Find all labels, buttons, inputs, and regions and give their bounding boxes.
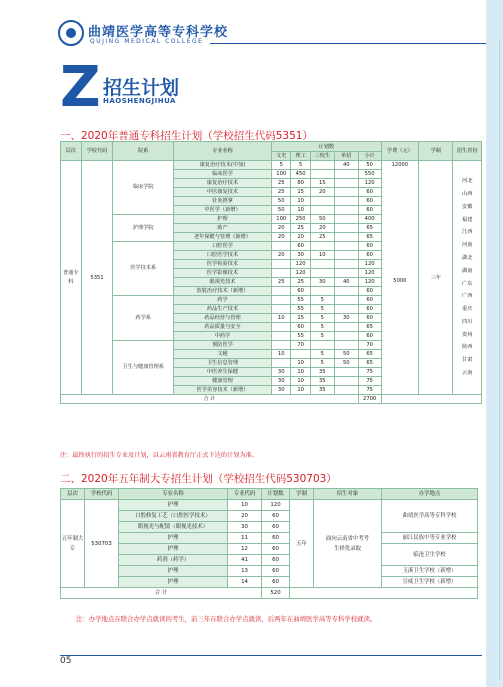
total-cell: 65 — [358, 323, 381, 332]
plan-cell: 120 — [262, 500, 290, 511]
header-dept: 院系 — [113, 142, 173, 161]
total-cell: 65 — [358, 224, 381, 233]
major-cell: 中药学 — [173, 332, 271, 341]
page-subtitle: HAOSHENGJIHUA — [103, 97, 176, 105]
science-cell: 15 — [291, 188, 310, 197]
science-cell: 25 — [291, 224, 310, 233]
liberal-cell: 20 — [272, 224, 291, 233]
three-cell — [310, 287, 334, 296]
major-cell: 文秘 — [173, 350, 271, 359]
header-rule — [210, 43, 486, 44]
page-number: 05 — [60, 656, 72, 666]
science-cell: 10 — [291, 377, 310, 386]
province-item: 贵州 — [462, 331, 473, 338]
section1-note: 注：最终执行的招生专业及计划，以云南省教育厅正式下达的计划为准。 — [60, 452, 258, 459]
science-cell: 10 — [291, 368, 310, 377]
site-cell: 临沧卫生学校 — [382, 544, 478, 566]
province-item: 山西 — [462, 190, 473, 197]
province-item: 湖北 — [462, 254, 473, 261]
single-cell — [334, 170, 358, 179]
total-cell: 60 — [358, 287, 381, 296]
single-cell — [334, 332, 358, 341]
liberal-cell — [272, 305, 291, 314]
major-cell: 护理 — [119, 544, 228, 555]
single-cell — [334, 341, 358, 350]
single-cell: 40 — [334, 278, 358, 287]
single-cell — [334, 251, 358, 260]
plan-cell: 60 — [262, 577, 290, 588]
general-plan-table — [60, 141, 482, 404]
three-cell: 30 — [310, 278, 334, 287]
total-cell: 550 — [358, 170, 381, 179]
major-cell: 眼视光技术 — [173, 278, 271, 287]
three-cell — [310, 161, 334, 170]
school-code-cell: 530703 — [85, 500, 119, 588]
liberal-cell: 30 — [272, 386, 291, 395]
single-cell — [334, 179, 358, 188]
header-target: 招生对象 — [314, 489, 382, 500]
major-cell: 中医康复技术 — [173, 188, 271, 197]
science-cell: 15 — [291, 314, 310, 323]
three-cell — [310, 341, 334, 350]
header-years: 学制 — [290, 489, 314, 500]
three-cell: 50 — [310, 215, 334, 224]
total-cell: 60 — [358, 314, 381, 323]
school-name-en: QUJING MEDICAL COLLEGE — [90, 38, 204, 45]
single-cell — [334, 215, 358, 224]
total-cell: 60 — [358, 197, 381, 206]
years-cell: 五年 — [290, 500, 314, 588]
sum-total: 2700 — [358, 395, 381, 404]
liberal-cell: 100 — [272, 170, 291, 179]
decorative-side-stripe — [486, 0, 503, 687]
single-cell: 50 — [334, 359, 358, 368]
sum-total: 520 — [262, 588, 290, 599]
three-cell: 5 — [310, 359, 334, 368]
total-cell: 50 — [358, 161, 381, 170]
single-cell — [334, 386, 358, 395]
table-row — [61, 533, 478, 544]
major-cell: 老年保健与管理（新增） — [173, 233, 271, 242]
single-cell — [334, 368, 358, 377]
three-cell — [310, 170, 334, 179]
science-cell: 30 — [291, 251, 310, 260]
dept-cell: 医学技术系 — [113, 242, 173, 296]
table-row — [61, 544, 478, 555]
total-cell: 75 — [358, 377, 381, 386]
header-single: 单招 — [334, 152, 358, 161]
total-cell: 60 — [358, 242, 381, 251]
liberal-cell: 25 — [272, 179, 291, 188]
header-three: 三校生 — [310, 152, 334, 161]
single-cell — [334, 296, 358, 305]
science-cell: 55 — [291, 332, 310, 341]
major-cell: 护理 — [119, 577, 228, 588]
header-plan: 计划数 — [272, 142, 382, 152]
three-cell: 5 — [310, 305, 334, 314]
plan-cell: 60 — [262, 555, 290, 566]
liberal-cell: 30 — [272, 377, 291, 386]
plan-cell: 60 — [262, 566, 290, 577]
single-cell: 30 — [334, 314, 358, 323]
plan-cell: 60 — [262, 533, 290, 544]
major-code-cell: 41 — [228, 555, 262, 566]
liberal-cell: 20 — [272, 233, 291, 242]
header-code: 学校代码 — [85, 489, 119, 500]
total-cell: 120 — [358, 278, 381, 287]
decorative-side-line — [499, 40, 500, 680]
liberal-cell — [272, 332, 291, 341]
province-item: 重庆 — [462, 306, 473, 313]
header-plan: 计划数 — [262, 489, 290, 500]
science-cell: 60 — [291, 287, 310, 296]
major-cell: 药品经营与管理 — [173, 314, 271, 323]
three-cell: 20 — [310, 224, 334, 233]
single-cell — [334, 377, 358, 386]
site-cell: 曲靖医学高等专科学校 — [382, 500, 478, 533]
sum-empty — [381, 395, 481, 404]
province-item: 福建 — [462, 216, 473, 223]
school-code-cell: 5351 — [81, 161, 113, 395]
major-code-cell: 20 — [228, 511, 262, 522]
major-code-cell: 11 — [228, 533, 262, 544]
liberal-cell — [272, 323, 291, 332]
total-cell: 60 — [358, 251, 381, 260]
level-cell: 普通专科 — [61, 161, 82, 395]
major-cell: 康复治疗技术 — [173, 179, 271, 188]
science-cell: 10 — [291, 359, 310, 368]
liberal-cell — [272, 359, 291, 368]
liberal-cell: 25 — [272, 278, 291, 287]
page-title: 招生计划 — [103, 77, 180, 99]
three-cell: 35 — [310, 386, 334, 395]
three-cell: 15 — [310, 179, 334, 188]
plan-cell: 60 — [262, 511, 290, 522]
liberal-cell: 10 — [272, 314, 291, 323]
major-cell: 医学影像技术 — [173, 269, 271, 278]
section1-title: 一、2020年普通专科招生计划（学校招生代码5351） — [60, 130, 313, 142]
total-cell: 75 — [358, 368, 381, 377]
section2-note: 注：办学地点在联合办学点就读的考生，前三年在联合办学点就读，后两年在曲靖医学高等专科学校就读。 — [76, 615, 377, 623]
three-cell: 5 — [310, 350, 334, 359]
dept-cell: 药学系 — [113, 296, 173, 341]
total-cell: 120 — [358, 269, 381, 278]
total-cell: 65 — [358, 233, 381, 242]
banner-letter: Z — [60, 55, 101, 120]
single-cell — [334, 323, 358, 332]
header-major: 专业名称 — [119, 489, 228, 500]
site-cell: 宣威卫生学校（新增） — [382, 577, 478, 588]
header-level: 层次 — [61, 489, 85, 500]
liberal-cell: 100 — [272, 215, 291, 224]
major-cell: 医学检验技术 — [173, 260, 271, 269]
liberal-cell: 25 — [272, 188, 291, 197]
major-cell: 药品生产技术 — [173, 305, 271, 314]
sum-row — [61, 395, 482, 404]
science-cell: 70 — [291, 341, 310, 350]
province-item: 江西 — [462, 229, 473, 236]
science-cell: 25 — [291, 278, 310, 287]
major-cell: 临床医学 — [173, 170, 271, 179]
site-cell: 玉溪卫生学校（新增） — [382, 566, 478, 577]
header-fee: 学费（元） — [381, 142, 419, 161]
total-cell: 60 — [358, 206, 381, 215]
footer-rule — [60, 655, 482, 656]
liberal-cell — [272, 242, 291, 251]
major-cell: 口腔修复工艺（口腔医学技术） — [119, 511, 228, 522]
single-cell — [334, 233, 358, 242]
major-cell: 针灸推拿 — [173, 197, 271, 206]
three-cell — [310, 260, 334, 269]
sum-empty — [290, 588, 478, 599]
header-level: 层次 — [61, 142, 82, 161]
science-cell: 80 — [291, 179, 310, 188]
major-cell: 口腔医学技术 — [173, 251, 271, 260]
science-cell: 250 — [291, 215, 310, 224]
three-cell — [310, 197, 334, 206]
header-major-code: 专业代码 — [228, 489, 262, 500]
three-cell: 5 — [310, 296, 334, 305]
single-cell: 50 — [334, 350, 358, 359]
major-cell: 中医养生保健 — [173, 368, 271, 377]
major-cell: 护理 — [119, 500, 228, 511]
header-major: 专业名称 — [173, 142, 271, 161]
major-cell: 助产 — [173, 224, 271, 233]
target-cell: 面向云南省中考考生择优录取 — [314, 500, 382, 588]
major-cell: 护理 — [119, 566, 228, 577]
three-cell: 35 — [310, 377, 334, 386]
three-cell: 10 — [310, 251, 334, 260]
major-code-cell: 10 — [228, 500, 262, 511]
major-cell: 健康管理 — [173, 377, 271, 386]
province-item: 河北 — [462, 178, 473, 185]
major-code-cell: 30 — [228, 522, 262, 533]
major-code-cell: 14 — [228, 577, 262, 588]
science-cell: 55 — [291, 296, 310, 305]
dept-cell: 临床学院 — [113, 161, 173, 215]
single-cell — [334, 206, 358, 215]
header-liberal: 文史 — [272, 152, 291, 161]
liberal-cell: 5 — [272, 161, 291, 170]
three-cell — [310, 206, 334, 215]
table-row — [61, 161, 482, 170]
liberal-cell — [272, 287, 291, 296]
header-code: 学校代码 — [81, 142, 113, 161]
total-cell: 60 — [358, 188, 381, 197]
major-cell: 护理 — [119, 533, 228, 544]
science-cell: 10 — [291, 206, 310, 215]
liberal-cell: 30 — [272, 368, 291, 377]
sum-row — [61, 588, 478, 599]
major-cell: 预防医学 — [173, 341, 271, 350]
total-cell: 70 — [358, 341, 381, 350]
single-cell — [334, 197, 358, 206]
province-item: 广东 — [462, 280, 473, 287]
liberal-cell: 20 — [272, 251, 291, 260]
major-cell: 药品质量与安全 — [173, 323, 271, 332]
dept-cell: 护理学院 — [113, 215, 173, 242]
total-cell: 60 — [358, 305, 381, 314]
total-cell: 120 — [358, 179, 381, 188]
province-item: 甘肃 — [462, 357, 473, 364]
sum-label: 合 计 — [61, 588, 262, 599]
major-cell: 护理 — [173, 215, 271, 224]
science-cell: 60 — [291, 242, 310, 251]
sum-label: 合 计 — [61, 395, 359, 404]
single-cell — [334, 242, 358, 251]
major-cell: 医学美容技术（新增） — [173, 386, 271, 395]
province-item: 湖南 — [462, 267, 473, 274]
science-cell: 20 — [291, 233, 310, 242]
header-total: 小计 — [358, 152, 381, 161]
liberal-cell — [272, 341, 291, 350]
header-provinces: 招生省份 — [453, 142, 482, 161]
fee-cell — [381, 161, 419, 395]
science-cell: 60 — [291, 323, 310, 332]
fee-general: 5000 — [393, 278, 407, 284]
major-cell: 康复治疗技术(中加) — [173, 161, 271, 170]
level-cell: 五年制大专 — [61, 500, 85, 588]
total-cell: 400 — [358, 215, 381, 224]
five-year-plan-table — [60, 488, 478, 599]
three-cell — [310, 242, 334, 251]
single-cell — [334, 269, 358, 278]
section2-title: 二、2020年五年制大专招生计划（学校招生代码530703） — [60, 473, 337, 485]
total-cell: 65 — [358, 359, 381, 368]
province-item: 广西 — [462, 293, 473, 300]
total-cell: 120 — [358, 260, 381, 269]
three-cell: 20 — [310, 188, 334, 197]
three-cell: 5 — [310, 323, 334, 332]
site-cell: 丽江民族中等专业学校 — [382, 533, 478, 544]
three-cell — [310, 269, 334, 278]
province-item: 云南 — [462, 370, 473, 377]
major-cell: 药剂（药学） — [119, 555, 228, 566]
single-cell — [334, 287, 358, 296]
liberal-cell: 50 — [272, 206, 291, 215]
single-cell — [334, 260, 358, 269]
science-cell — [291, 350, 310, 359]
dept-cell: 卫生与健康管理系 — [113, 341, 173, 395]
science-cell: 120 — [291, 260, 310, 269]
three-cell: 5 — [310, 314, 334, 323]
total-cell: 75 — [358, 386, 381, 395]
science-cell: 5 — [291, 161, 310, 170]
header-science: 理工 — [291, 152, 310, 161]
province-item: 安徽 — [462, 203, 473, 210]
header-years: 学制 — [419, 142, 453, 161]
single-cell — [334, 305, 358, 314]
liberal-cell — [272, 260, 291, 269]
major-cell: 放射治疗技术（新增） — [173, 287, 271, 296]
single-cell — [334, 188, 358, 197]
years-cell: 三年 — [419, 161, 453, 395]
three-cell: 35 — [310, 368, 334, 377]
school-logo — [58, 20, 84, 46]
school-name-cn: 曲靖医学高等专科学校 — [88, 25, 229, 40]
table-row — [61, 566, 478, 577]
major-cell: 药学 — [173, 296, 271, 305]
table-row — [61, 577, 478, 588]
liberal-cell — [272, 269, 291, 278]
single-cell — [334, 224, 358, 233]
major-cell: 口腔医学 — [173, 242, 271, 251]
table-row — [61, 500, 478, 511]
total-cell: 60 — [358, 332, 381, 341]
major-code-cell: 12 — [228, 544, 262, 555]
fee-special: 12000 — [391, 162, 409, 168]
major-cell: 中医学（新增） — [173, 206, 271, 215]
liberal-cell: 10 — [272, 350, 291, 359]
three-cell: 25 — [310, 233, 334, 242]
liberal-cell — [272, 296, 291, 305]
three-cell: 5 — [310, 332, 334, 341]
header-site: 办学地点 — [382, 489, 478, 500]
science-cell: 10 — [291, 386, 310, 395]
province-item: 陕西 — [462, 344, 473, 351]
total-cell: 65 — [358, 350, 381, 359]
major-code-cell: 13 — [228, 566, 262, 577]
science-cell: 120 — [291, 269, 310, 278]
total-cell: 60 — [358, 296, 381, 305]
liberal-cell: 50 — [272, 197, 291, 206]
plan-cell: 60 — [262, 544, 290, 555]
single-cell: 40 — [334, 161, 358, 170]
provinces-cell — [453, 161, 482, 395]
science-cell: 450 — [291, 170, 310, 179]
province-item: 四川 — [462, 318, 473, 325]
province-item: 河南 — [462, 242, 473, 249]
science-cell: 10 — [291, 197, 310, 206]
plan-cell: 60 — [262, 522, 290, 533]
science-cell: 55 — [291, 305, 310, 314]
major-cell: 卫生信息管理 — [173, 359, 271, 368]
major-cell: 眼视光与配镜（眼视光技术） — [119, 522, 228, 533]
